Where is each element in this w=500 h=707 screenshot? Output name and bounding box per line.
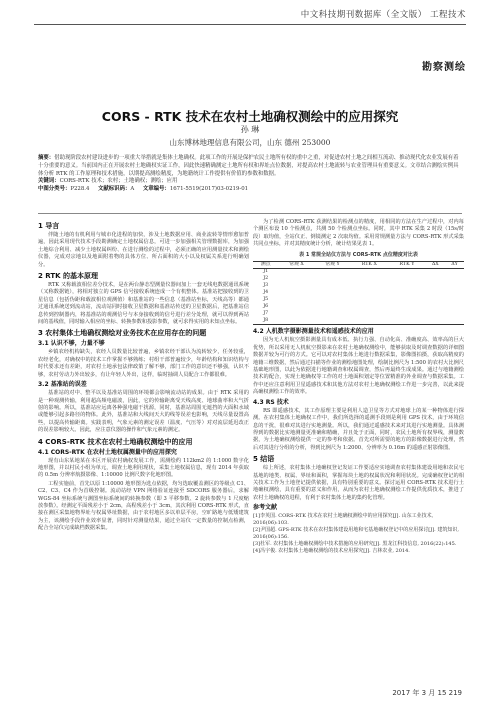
section-heading: 3 农村集体土地确权测绘对业务技术在应用存在的问题 [38,329,207,338]
left-column [38,219,249,534]
doc-code: A [130,186,135,193]
journal-name: 中文科技期刊数据库（全文版） 工程技术 [300,10,466,20]
table-cell [278,290,314,297]
section-heading: 1 导言 [38,222,60,230]
table-cell [350,304,388,311]
table-row [253,311,464,318]
table-cell [315,290,351,297]
table-cell [445,318,464,325]
header-rule [34,24,466,25]
table-cell [445,283,464,290]
table-cell [278,276,314,283]
abstract-text: 借助现阶段农村建设进步的一项重大举措就是集体土地确权。此项工作的开展是保护农民土地所有权的重中之重，对促进农村土地之间相互流动、推动现代化农业发展有着十分重要的意义。当前国内正在开展农村土地确权实证工作，因此快速精确测定土地所有权和界址点位数据，对提高农村土地流转与农业管理具有重要意义。文章结合测绘实例具体分析 RTK 的工作原理和技术措施，以期提高测绘精度，为地籍统计工作提供有价值的参数和数据。 [38,155,459,177]
table-cell [426,318,445,325]
abstract-block [38,155,462,194]
reference-item: [1]李英国. CORS-RTK 技术在农村土地确权测绘中的应用探究[J]. 山东工业技术, 2016(06):103. [253,513,434,527]
table-cell [278,311,314,318]
table-row [253,304,464,311]
table-row [253,283,464,290]
table-cell [278,297,314,304]
paragraph: 现有山东某地某在本区开展农村确权发展工作，需测绘约 112km2 的 1:1000 数字化地形图，并以村民小组为单元，调查土地利用现状，采集土地权属信息，现有 2014 年获取的 0.5m 分辨率航摄影像、1:10000 比例尺数字化地形图。 [38,457,249,479]
paragraph: 伴随土地的有机利用与城市化进程的加快，涉及土地数据应用、商业流转等情形愈加普遍，因此采用现代技术手段勘测确定土地权属信息，可进一步加强相关管理数据库，为加强土地综合利用、减少土地权属纠纷、在进行测绘的过程中，必须正确的应用测量技术和测绘仪器，完成对宗地以及地面附着物的具体方位、所占面积的大小以及权属关系进行明确划分。 [38,232,249,268]
table-cell [315,297,351,304]
paragraph: 工程实施前，首先以原 1:10000 地形图为选点依据，均匀选取覆盖测区的等级点 C1、C2、C3、C4 作为首级控制。流动站经 VPN 网络验证连接至 SDCORS 服务器后，求解 WGS-84 坐标系统与测图坐标系统间的转换参数（即 3 平移参数、2 旋转参数与 1 尺度缩放参数）。经测定平面残差小于 2cm，高程残差小于 3cm，其次利用 CORS-RTK 形式，直接在测区采集地物界址与权属界址数据，由于农村地区多以单层平房，空旷路地与低矮建筑为主，该测绘手段作业效率显著，同时针对测量结果，通过全站仪一定数量的控制点检测，配合全站仪完成缺档数据采集。 [38,480,249,532]
table-cell [278,269,314,276]
table-cell [426,297,445,304]
section-tag: 勘察测绘 [422,62,466,73]
references-list [253,513,464,555]
table-cell [278,283,314,290]
table-cell: 常规 Y [315,262,351,269]
section-heading: 参考文献 [253,504,278,512]
table-row [253,269,464,276]
table-cell [388,276,425,283]
table-cell [426,269,445,276]
table-cell [350,276,388,283]
table-caption: 表 1 常规全站仪方法与 CORS-RTK 点位精度对比表 [299,251,418,258]
table-cell: 测点 [253,262,278,269]
table-cell: ΔY [445,262,464,269]
paragraph: RTK 又称载波相位差分技术，是在两台静态型测量仪器间加上一套无线电数据通讯系统（又称数据链），将相对独立的 GPS 信号接收系统连成一个有机整体。基准站把接收到的卫星信息（包括伪距和载波相位观测值）和基准站的一些信息（基准站坐标，天线高等）都通过通讯系统送到流动站，流动站同时接收卫星数据和基准站传送的卫星数据后，把基准站信息传到控制器内，将基准站的观测信号与本身接收到的信号进行差分处理，就可以得到两站间的基线值，同时输入相应的坐标、转换参数和投影参数，就可求得实用的未知点坐标。 [38,282,249,326]
section-heading: 3.2 基准站的误差 [38,381,87,389]
table-cell [388,297,425,304]
table-cell: J4 [263,290,269,296]
paragraph: 因为无人机航空摄影测量具有成本低、执行力强、自动化高、准确度高、效率高的巨大优势，所以采用无人机航空摄影来在农村土地确权测绘中，能够获取及时调查数据的详细图数据并较为可行的方式。它可以对农村集体土地进行数据采集，影像图拍摄，获取高精度的地籍三维数据，然后通过扫描等作业的测绘地图处理，绘制比例尺为 1:500 的农村大比例尺基础地形图，以此为依据进行地籍调查和权属调查，然后再最终生成成果。通过与地籍测绘技术的配合，实现土地确权等工作的对土地面积划定等位置精准的外业调查与数据采集。工作中还应注意利用卫星遥感技术和其他方法对农村土地确权测绘工作进一步完善，以此来提高确权测绘工作的效率。 [253,337,464,396]
table-cell [388,304,425,311]
table-cell: J3 [263,283,269,289]
page-footer: 2017 年 3 月 15 219 [392,689,462,697]
table-cell [426,290,445,297]
table-cell [445,290,464,297]
journal-header [0,0,500,34]
table-cell [350,283,388,290]
table-cell [315,311,351,318]
reference-item: [4]冯宇俊. 农村集体土地确权测绘的技术应用探究[J]. 吉林农业, 2014. [253,548,410,555]
table-cell [445,304,464,311]
paragraph: RS 即遥感技术，其工作原理主要是利用人造卫星等方式对地球上的某一种物体进行探测。在农村集体土地确权工作中，我们所选择的遥测手段则是利用 GPS 技术，由于环境信息的干扰，很难对其进行实地测量。所以，我们通过遥感技术来对其进行实地测量。具体测得到的数据比实地测量更准确和精确，并且处于正面，同时，农民土地所有权界线，测量数据，为土地确权测绘提供一定的参考和依据。首先对所需要的地方的影像数据进行处理，然后对其进行分组的分析，得到比例尺为 1:2000、分辨率为 0.16m 的遥感正射影像图。 [253,407,464,451]
table-cell: 常规 X [278,262,314,269]
table-cell: RTK X [350,262,388,269]
table-cell [315,283,351,290]
table-row [253,276,464,283]
table-cell [350,269,388,276]
table-cell [350,311,388,318]
keywords-label: 关键词： [38,178,60,185]
table-cell [388,269,425,276]
table-cell: J1 [263,269,269,275]
section-heading: 4.2 人机数字摄影测量技术和遥感技术的应用 [253,328,374,336]
table-header-row [253,262,464,269]
table-cell [315,304,351,311]
abstract [38,155,462,178]
table-cell [426,311,445,318]
right-column-bottom [253,328,464,512]
table-cell [278,318,314,325]
table-cell: J6 [263,304,269,310]
clc: P228.4 [70,186,90,193]
paragraph: 基准站的对中、整平以及基准站周围的环境都会影响流动站的成果。由于 RTK 采用的是一种观测传输，利用超高频电磁波，因此，它的传输距离受天线高度、地球曲率和大气折射的影响。所以，基准站应远离各种强电磁干扰源，同时，基准站周围无遮挡的大面积水域或能够引起多路径的物体。此外，基准站和大线间天大的线等误差也影响，天线尽量设置高些，以提高传输距离。实践表明，气象元素的测定误差（温度、气压等）对对流层延迟改正的误差影响较大。因此，应注意仪器的操作和气象元素的测定。 [38,390,249,434]
table-cell [445,297,464,304]
clc-label: 中图分类号： [38,186,71,193]
reference-item: [3]杜军. 农村集体土地确权测绘中技术措施的应用研究[J]. 黑龙江科技信息, 2016(22):145. [253,541,457,548]
abstract-rule [38,213,462,214]
table-cell: RTK Y [388,262,425,269]
paragraph: 乡镇农经机构缺失，农经人员数量比较普遍，乡镇农经干部认为流转较少，任务较重，农经老化，对确权中的技术工作掌握不够熟练；村组干部普遍较少，年龄结构和知识结构与时代要求还有差距，对农村土地承包法律政策了解不够，部门工作的意识还不够强，认识不够，农村劳动力外出较多，有让年轻人外出，这样，临时抽调人员配合工作都很难。 [38,349,249,378]
reference-item: [2]尹国超. GPS-RTK 技术在农村集体建设用地和宅基地确权登记中的应用探讨[J]. 建筑知识, 2016(06):156. [253,527,459,541]
table-cell [445,269,464,276]
table-cell: J7 [263,311,269,317]
section-heading: 3.1 认识不够，力量不够 [38,340,105,348]
table-cell [315,269,351,276]
table-cell [350,290,388,297]
article-author: 孙 琳 [240,125,260,134]
table-row [253,318,464,325]
table-cell [426,276,445,283]
table-row [253,297,464,304]
section-heading: 4 CORS-RTK 技术在农村土地确权测绘中的应用 [38,437,193,446]
abstract-label: 摘要： [38,155,55,161]
table-cell [315,318,351,325]
table-cell: J5 [263,297,269,303]
table-cell [426,304,445,311]
table-cell [445,311,464,318]
article-affiliation: 山东博林地理信息有限公司，山东 德州 253000 [169,138,331,147]
table-cell [315,276,351,283]
table-cell [278,304,314,311]
right-column-top [253,219,464,249]
table-cell [350,318,388,325]
section-heading: 4.1 CORS-RTK 在农村土地权属测量中的应用探究 [38,448,177,456]
doc-label: 文献标识码： [98,186,131,193]
paragraph: 综上所述，农村集体土地确权登记发证工作要适应实地调查农村集体建设用地和农民宅基地的地类、权属、界址和面积，掌握每块土地的权属状况和利用状况。完成确权登记的相关技术工作为土地登记提供依据，具有特别重要的意义。探讨运用 CORS-RTK 技术进行土地确权测绘，具有重要的意义和作用，从而为农村土地确权测绘工作提供优质技术，推进了农村土地确权的进程，有利于农村集体土地的集约化管理。 [253,465,464,501]
table-cell [426,283,445,290]
data-table [253,261,464,325]
table-cell [350,297,388,304]
section-heading: 5 结语 [253,455,275,464]
table-cell [388,290,425,297]
table-cell [445,276,464,283]
article-id-label: 文章编号： [142,186,170,193]
table-cell [388,318,425,325]
right-column [253,219,464,555]
table-row [253,290,464,297]
classification-line [38,186,462,194]
section-heading: 4.3 RS 技术 [253,398,289,406]
table-cell: J2 [263,276,269,282]
keywords: CORS-RTK 技术；农村；土地确权；测绘；应用 [59,178,178,185]
table-cell: ΔX [426,262,445,269]
article-title: CORS - RTK 技术在农村土地确权测绘中的应用探究 [101,109,399,124]
table-cell [388,283,425,290]
table-cell: J8 [253,318,278,325]
section-heading: 2 RTK 的基本原理 [38,272,99,281]
table-cell [388,311,425,318]
article-id: 1671-5519(2017)03-0219-01 [169,186,249,193]
paragraph: 为了检测 CORS-RTK 获测结果的检测点的精度，用相同的方法在生产过程中，对内每个测区布设 10 个检测点，共测 50 个检测点坐标。同时，其中 RTK 采集 2 时段（15s/时段）取均值，全站仪正、倒镜测定 2 次取均值。采用常规测量方法与 CORS-RTK 形式采集共同点坐标，并对其精度统计分析，统计结果见表 1。 [253,219,464,248]
